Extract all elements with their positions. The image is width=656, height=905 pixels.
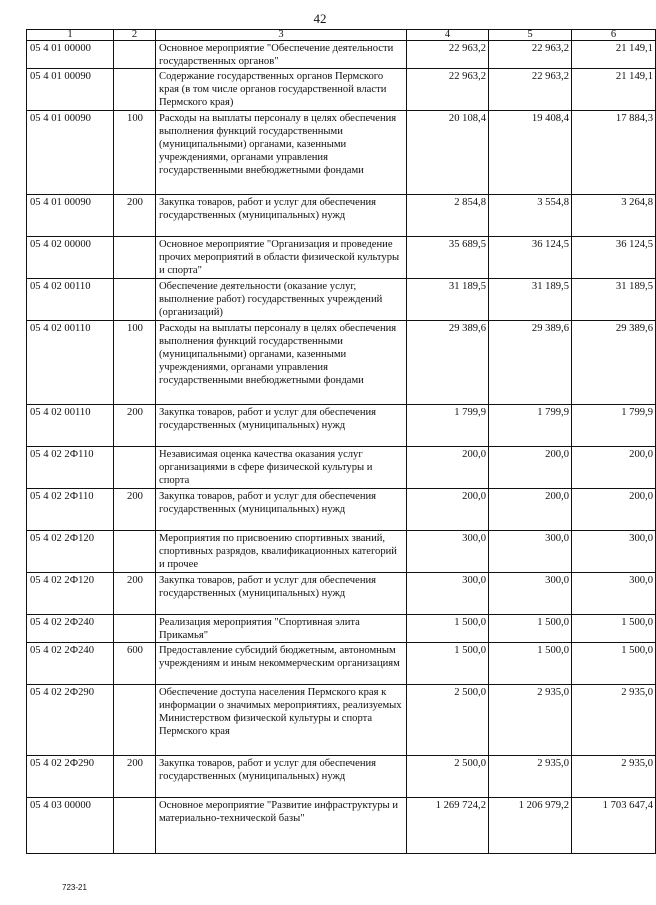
cell-value-3: 1 500,0 — [572, 615, 656, 643]
cell-value-3: 17 884,3 — [572, 111, 656, 195]
cell-code: 05 4 02 2Ф290 — [27, 756, 114, 798]
cell-value-2: 29 389,6 — [489, 321, 572, 405]
cell-vr: 100 — [114, 111, 156, 195]
table-row — [27, 798, 656, 854]
cell-vr: 100 — [114, 321, 156, 405]
cell-code: 05 4 02 2Ф110 — [27, 489, 114, 531]
cell-name: Обеспечение доступа населения Пермского края к информации о значимых мероприятиях, реализуемых Министерством физической культуры и спорта Пермского края — [156, 685, 407, 756]
cell-value-1: 20 108,4 — [407, 111, 489, 195]
cell-value-1: 1 269 724,2 — [407, 798, 489, 854]
cell-vr: 600 — [114, 643, 156, 685]
cell-name: Закупка товаров, работ и услуг для обеспечения государственных (муниципальных) нужд — [156, 405, 407, 447]
cell-vr: 200 — [114, 489, 156, 531]
table-row — [27, 489, 656, 531]
table-row — [27, 643, 656, 685]
table-row — [27, 756, 656, 798]
table-row — [27, 405, 656, 447]
cell-value-3: 200,0 — [572, 489, 656, 531]
cell-vr — [114, 237, 156, 279]
col-header-year3: 6 — [572, 30, 656, 41]
cell-code: 05 4 01 00090 — [27, 69, 114, 111]
cell-value-2: 3 554,8 — [489, 195, 572, 237]
cell-code: 05 4 01 00090 — [27, 111, 114, 195]
cell-value-1: 22 963,2 — [407, 41, 489, 69]
cell-value-3: 1 703 647,4 — [572, 798, 656, 854]
cell-value-1: 1 500,0 — [407, 643, 489, 685]
cell-code: 05 4 02 2Ф120 — [27, 573, 114, 615]
cell-vr: 200 — [114, 405, 156, 447]
cell-name: Содержание государственных органов Пермского края (в том числе органов государственной власти Пермского края) — [156, 69, 407, 111]
table-row — [27, 111, 656, 195]
cell-name: Мероприятия по присвоению спортивных званий, спортивных разрядов, квалификационных категорий и прочее — [156, 531, 407, 573]
cell-code: 05 4 02 2Ф120 — [27, 531, 114, 573]
cell-name: Предоставление субсидий бюджетным, автономным учреждениям и иным некоммерческим организациям — [156, 643, 407, 685]
cell-vr: 200 — [114, 195, 156, 237]
cell-value-2: 2 935,0 — [489, 756, 572, 798]
table-row — [27, 69, 656, 111]
cell-value-1: 200,0 — [407, 447, 489, 489]
cell-name: Основное мероприятие "Обеспечение деятельности государственных органов" — [156, 41, 407, 69]
col-header-code: 1 — [27, 30, 114, 41]
table-header-row — [27, 30, 656, 41]
cell-vr — [114, 447, 156, 489]
cell-value-3: 1 799,9 — [572, 405, 656, 447]
cell-value-2: 1 206 979,2 — [489, 798, 572, 854]
cell-value-1: 2 500,0 — [407, 756, 489, 798]
cell-value-3: 21 149,1 — [572, 69, 656, 111]
cell-value-1: 31 189,5 — [407, 279, 489, 321]
cell-value-1: 35 689,5 — [407, 237, 489, 279]
col-header-name: 3 — [156, 30, 407, 41]
cell-name: Расходы на выплаты персоналу в целях обеспечения выполнения функций государственными (муниципальными) органами, казенными учреждениями, органами управления государственными внебюджетными фондами — [156, 111, 407, 195]
cell-value-3: 36 124,5 — [572, 237, 656, 279]
cell-code: 05 4 02 00110 — [27, 405, 114, 447]
cell-vr — [114, 531, 156, 573]
cell-code: 05 4 02 2Ф290 — [27, 685, 114, 756]
cell-value-2: 22 963,2 — [489, 41, 572, 69]
cell-code: 05 4 02 00110 — [27, 279, 114, 321]
cell-value-3: 300,0 — [572, 573, 656, 615]
cell-value-3: 300,0 — [572, 531, 656, 573]
cell-value-2: 1 799,9 — [489, 405, 572, 447]
cell-value-1: 1 500,0 — [407, 615, 489, 643]
cell-value-1: 22 963,2 — [407, 69, 489, 111]
table-row — [27, 41, 656, 69]
cell-value-2: 1 500,0 — [489, 643, 572, 685]
cell-value-2: 2 935,0 — [489, 685, 572, 756]
table-row — [27, 685, 656, 756]
cell-value-2: 200,0 — [489, 489, 572, 531]
cell-value-2: 200,0 — [489, 447, 572, 489]
cell-value-2: 19 408,4 — [489, 111, 572, 195]
cell-code: 05 4 02 00000 — [27, 237, 114, 279]
cell-code: 05 4 01 00090 — [27, 195, 114, 237]
col-header-year2: 5 — [489, 30, 572, 41]
cell-vr — [114, 615, 156, 643]
cell-name: Расходы на выплаты персоналу в целях обеспечения выполнения функций государственными (муниципальными) органами, казенными учреждениями, органами управления государственными внебюджетными фондами — [156, 321, 407, 405]
cell-code: 05 4 02 2Ф110 — [27, 447, 114, 489]
cell-name: Закупка товаров, работ и услуг для обеспечения государственных (муниципальных) нужд — [156, 489, 407, 531]
cell-name: Обеспечение деятельности (оказание услуг, выполнение работ) государственных учреждений (организаций) — [156, 279, 407, 321]
cell-value-3: 3 264,8 — [572, 195, 656, 237]
cell-value-2: 31 189,5 — [489, 279, 572, 321]
cell-value-2: 36 124,5 — [489, 237, 572, 279]
cell-value-3: 2 935,0 — [572, 685, 656, 756]
cell-value-1: 300,0 — [407, 573, 489, 615]
cell-value-1: 1 799,9 — [407, 405, 489, 447]
table-row — [27, 237, 656, 279]
cell-code: 05 4 02 00110 — [27, 321, 114, 405]
cell-code: 05 4 03 00000 — [27, 798, 114, 854]
budget-table — [26, 29, 656, 854]
cell-code: 05 4 01 00000 — [27, 41, 114, 69]
cell-vr — [114, 279, 156, 321]
cell-code: 05 4 02 2Ф240 — [27, 615, 114, 643]
cell-vr — [114, 69, 156, 111]
cell-code: 05 4 02 2Ф240 — [27, 643, 114, 685]
cell-value-3: 29 389,6 — [572, 321, 656, 405]
col-header-vr: 2 — [114, 30, 156, 41]
cell-value-3: 1 500,0 — [572, 643, 656, 685]
cell-name: Независимая оценка качества оказания услуг организациями в сфере физической культуры и спорта — [156, 447, 407, 489]
cell-value-3: 200,0 — [572, 447, 656, 489]
cell-vr — [114, 798, 156, 854]
cell-value-1: 300,0 — [407, 531, 489, 573]
table-row — [27, 321, 656, 405]
page-number: 42 — [313, 11, 327, 26]
cell-value-3: 21 149,1 — [572, 41, 656, 69]
cell-value-1: 2 500,0 — [407, 685, 489, 756]
cell-vr: 200 — [114, 573, 156, 615]
cell-name: Закупка товаров, работ и услуг для обеспечения государственных (муниципальных) нужд — [156, 195, 407, 237]
table-row — [27, 573, 656, 615]
cell-value-2: 300,0 — [489, 531, 572, 573]
cell-value-2: 300,0 — [489, 573, 572, 615]
cell-name: Основное мероприятие "Организация и проведение прочих мероприятий в области физической культуры и спорта" — [156, 237, 407, 279]
table-row — [27, 279, 656, 321]
cell-name: Закупка товаров, работ и услуг для обеспечения государственных (муниципальных) нужд — [156, 573, 407, 615]
cell-vr — [114, 41, 156, 69]
cell-value-1: 2 854,8 — [407, 195, 489, 237]
table-row — [27, 531, 656, 573]
cell-name: Закупка товаров, работ и услуг для обеспечения государственных (муниципальных) нужд — [156, 756, 407, 798]
cell-value-3: 31 189,5 — [572, 279, 656, 321]
cell-name: Основное мероприятие "Развитие инфраструктуры и материально-технической базы" — [156, 798, 407, 854]
table-row — [27, 195, 656, 237]
cell-value-3: 2 935,0 — [572, 756, 656, 798]
col-header-year1: 4 — [407, 30, 489, 41]
cell-value-2: 1 500,0 — [489, 615, 572, 643]
cell-value-1: 29 389,6 — [407, 321, 489, 405]
footer-document-code: 723-21 — [62, 883, 87, 892]
cell-name: Реализация мероприятия "Спортивная элита Прикамья" — [156, 615, 407, 643]
table-row — [27, 447, 656, 489]
table-row — [27, 615, 656, 643]
cell-value-2: 22 963,2 — [489, 69, 572, 111]
cell-value-1: 200,0 — [407, 489, 489, 531]
cell-vr: 200 — [114, 756, 156, 798]
cell-vr — [114, 685, 156, 756]
